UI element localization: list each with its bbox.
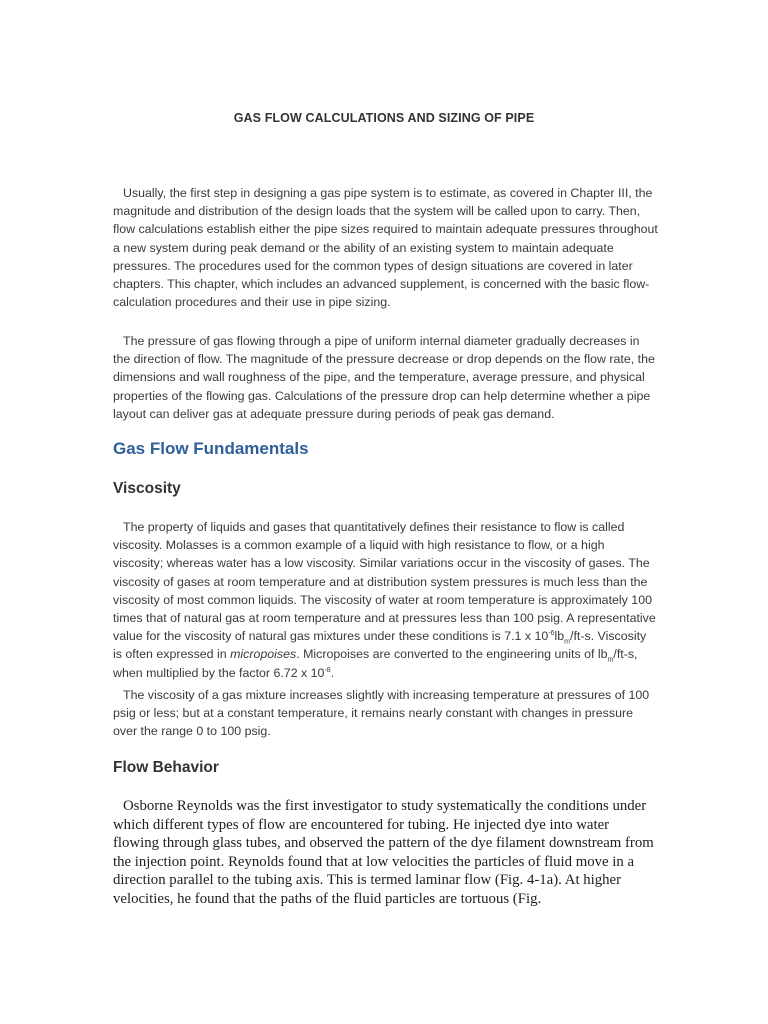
viscosity-emphasis: micropoises [230,647,297,662]
viscosity-text-b: lb [554,629,565,644]
viscosity-text-d: . Micropoises are converted to the engineering units of lb [296,647,608,662]
subheading-viscosity: Viscosity [113,480,181,497]
viscosity-paragraph-2: The viscosity of a gas mixture increases slightly with increasing temperature at pressures of 100 psig or less; but at a constant temperature, it remains nearly constant with changes in pressure over the range 0 to 100 psig. [113,688,650,739]
subscript-1: m [564,638,571,646]
viscosity-text-a: The property of liquids and gases that quantitatively defines their resistance to flow is called viscosity. Molasses is a common example of a liquid with high resistance to flow, or a high viscosity; whereas water has a low viscosity. Similar variations occur in the viscosity of gases. The viscosity of gases at room temperature and at distribution system pressures is much less than the viscosity of most common liquids. The viscosity of water at room temperature is approximately 100 times that of natural gas at room temperature and at pressures less than 100 psig. A representative value for the viscosity of natural gas mixtures under these conditions is 7.1 x 10 [113,520,656,644]
document-title: GAS FLOW CALCULATIONS AND SIZING OF PIPE [233,111,535,125]
subscript-2: m [607,656,614,664]
exponent-1: -6 [548,630,555,638]
viscosity-text-c: /ft-s. Viscosity is often expressed in [113,629,647,662]
viscosity-paragraph-1 [113,518,658,682]
viscosity-text-e: /ft-s, when multiplied by the factor 6.72 x 10 [113,647,638,680]
viscosity-text-f: . [330,665,335,680]
flow-behavior-paragraph: Osborne Reynolds was the first investigator to study systematically the conditions under which different types of flow are encountered for tubing. He injected dye into water flowing through glass tubes, and observed the pattern of the dye filament downstream from the injection point. Reynolds found that at low velocities the particles of fluid move in a direction parallel to the tubing axis. This is termed laminar flow (Fig. 4-1a). At higher velocities, he found that the paths of the fluid particles are tortuous (Fig. [113,798,654,907]
subheading-flow-behavior: Flow Behavior [113,759,219,776]
exponent-2: -8 [324,666,331,674]
intro-paragraph-2: The pressure of gas flowing through a pipe of uniform internal diameter gradually decreases in the direction of flow. The magnitude of the pressure decrease or drop depends on the flow rate, the dimensions and wall roughness of the pipe, and the temperature, average pressure, and physical properties of the flowing gas. Calculations of the pressure drop can help determine whether a pipe layout can deliver gas at adequate pressure during periods of peak gas demand. [113,334,655,421]
section-heading-gas-flow-fundamentals: Gas Flow Fundamentals [113,439,309,458]
intro-paragraph-1: Usually, the first step in designing a gas pipe system is to estimate, as covered in Chapter III, the magnitude and distribution of the design loads that the system will be called upon to carry. Then, flow calculations establish either the pipe sizes required to maintain adequate pressures throughout a new system during peak demand or the ability of an existing system to maintain adequate pressures. The procedures used for the common types of design situations are covered in later chapters. This chapter, which includes an advanced supplement, is concerned with the basic flow-calculation procedures and their use in pipe sizing. [113,186,658,310]
